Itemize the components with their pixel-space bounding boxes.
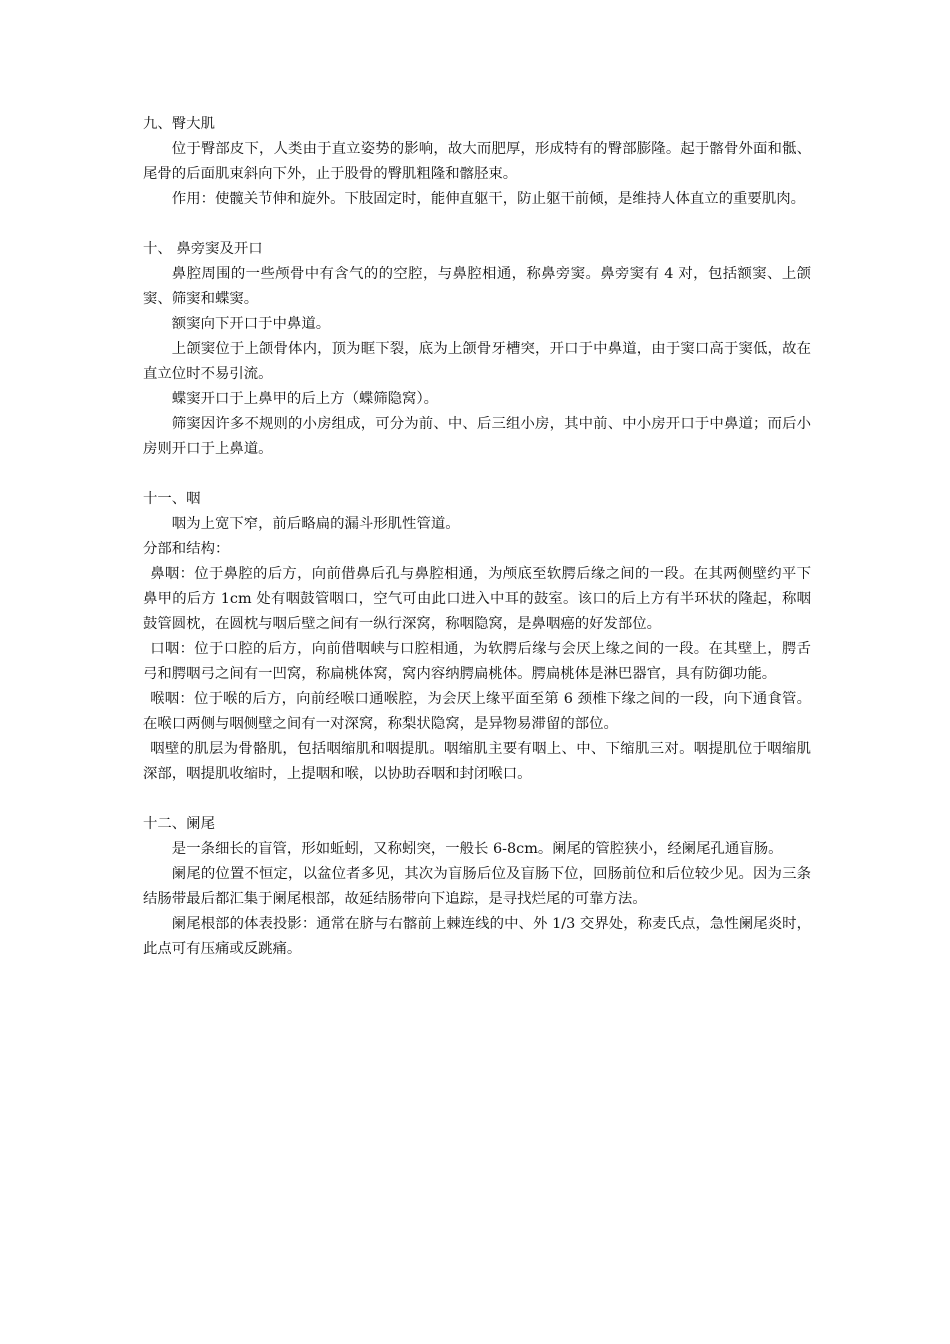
paragraph: 阑尾的位置不恒定，以盆位者多见，其次为盲肠后位及盲肠下位，回肠前位和后位较少见。因为三条结肠带最后都汇集于阑尾根部，故延结肠带向下追踪，是寻找烂尾的可靠方法。 [143,866,811,907]
paragraph: 蝶窦开口于上鼻甲的后上方（蝶筛隐窝）。 [171,391,439,407]
paragraph: 鼻咽：位于鼻腔的后方，向前借鼻后孔与鼻腔相通，为颅底至软腭后缘之间的一段。在其两侧壁约平下鼻甲的后方 1cm 处有咽鼓管咽口，空气可由此口进入中耳的鼓室。该口的后上方有半环状的隆起，称咽鼓管圆枕，在圆枕与咽后壁之间有一纵行深窝，称咽隐窝，是鼻咽癌的好发部位。 [143,566,811,632]
paragraph: 是一条细长的盲管，形如蚯蚓，又称蚓突，一般长 6-8cm。阑尾的管腔狭小，经阑尾孔通盲肠。 [171,841,783,857]
document-page [143,112,811,962]
paragraph: 咽为上宽下窄，前后略扁的漏斗形肌性管道。 [171,516,460,532]
paragraph: 位于臀部皮下，人类由于直立姿势的影响，故大而肥厚，形成特有的臀部膨隆。起于髂骨外面和骶、尾骨的后面肌束斜向下外，止于股骨的臀肌粗隆和髂胫束。 [143,141,811,182]
section-pharynx [143,487,811,787]
paragraph: 口咽：位于口腔的后方，向前借咽峡与口腔相通，为软腭后缘与会厌上缘之间的一段。在其壁上，腭舌弓和腭咽弓之间有一凹窝，称扁桃体窝，窝内容纳腭扁桃体。腭扁桃体是淋巴器官，具有防御功能。 [143,641,811,682]
subheading: 分部和结构： [143,541,230,557]
section-heading: 十二、阑尾 [143,816,215,832]
paragraph: 咽壁的肌层为骨骼肌，包括咽缩肌和咽提肌。咽缩肌主要有咽上、中、下缩肌三对。咽提肌位于咽缩肌深部，咽提肌收缩时，上提咽和喉，以协助吞咽和封闭喉口。 [143,741,811,782]
paragraph: 鼻腔周围的一些颅骨中有含气的的空腔，与鼻腔相通，称鼻旁窦。鼻旁窦有 4 对，包括额窦、上颌窦、筛窦和蝶窦。 [143,266,811,307]
section-paranasal-sinuses [143,237,811,462]
paragraph: 额窦向下开口于中鼻道。 [171,316,331,332]
paragraph: 阑尾根部的体表投影：通常在脐与右髂前上棘连线的中、外 1/3 交界处，称麦氏点，急性阑尾炎时，此点可有压痛或反跳痛。 [143,916,811,957]
section-appendix [143,812,811,962]
paragraph: 筛窦因许多不规则的小房组成，可分为前、中、后三组小房，其中前、中小房开口于中鼻道；而后小房则开口于上鼻道。 [143,416,811,457]
section-heading: 十、 鼻旁窦及开口 [143,241,263,257]
paragraph: 作用：使髋关节伸和旋外。下肢固定时，能伸直躯干，防止躯干前倾，是维持人体直立的重要肌肉。 [171,191,805,207]
section-heading: 十一、咽 [143,491,201,507]
paragraph: 喉咽：位于喉的后方，向前经喉口通喉腔，为会厌上缘平面至第 6 颈椎下缘之间的一段，向下通食管。在喉口两侧与咽侧壁之间有一对深窝，称梨状隐窝，是异物易滞留的部位。 [143,691,811,732]
section-heading: 九、臀大肌 [143,116,215,132]
section-gluteus-maximus [143,112,811,212]
paragraph: 上颌窦位于上颌骨体内，顶为眶下裂，底为上颌骨牙槽突，开口于中鼻道，由于窦口高于窦低，故在直立位时不易引流。 [143,341,811,382]
